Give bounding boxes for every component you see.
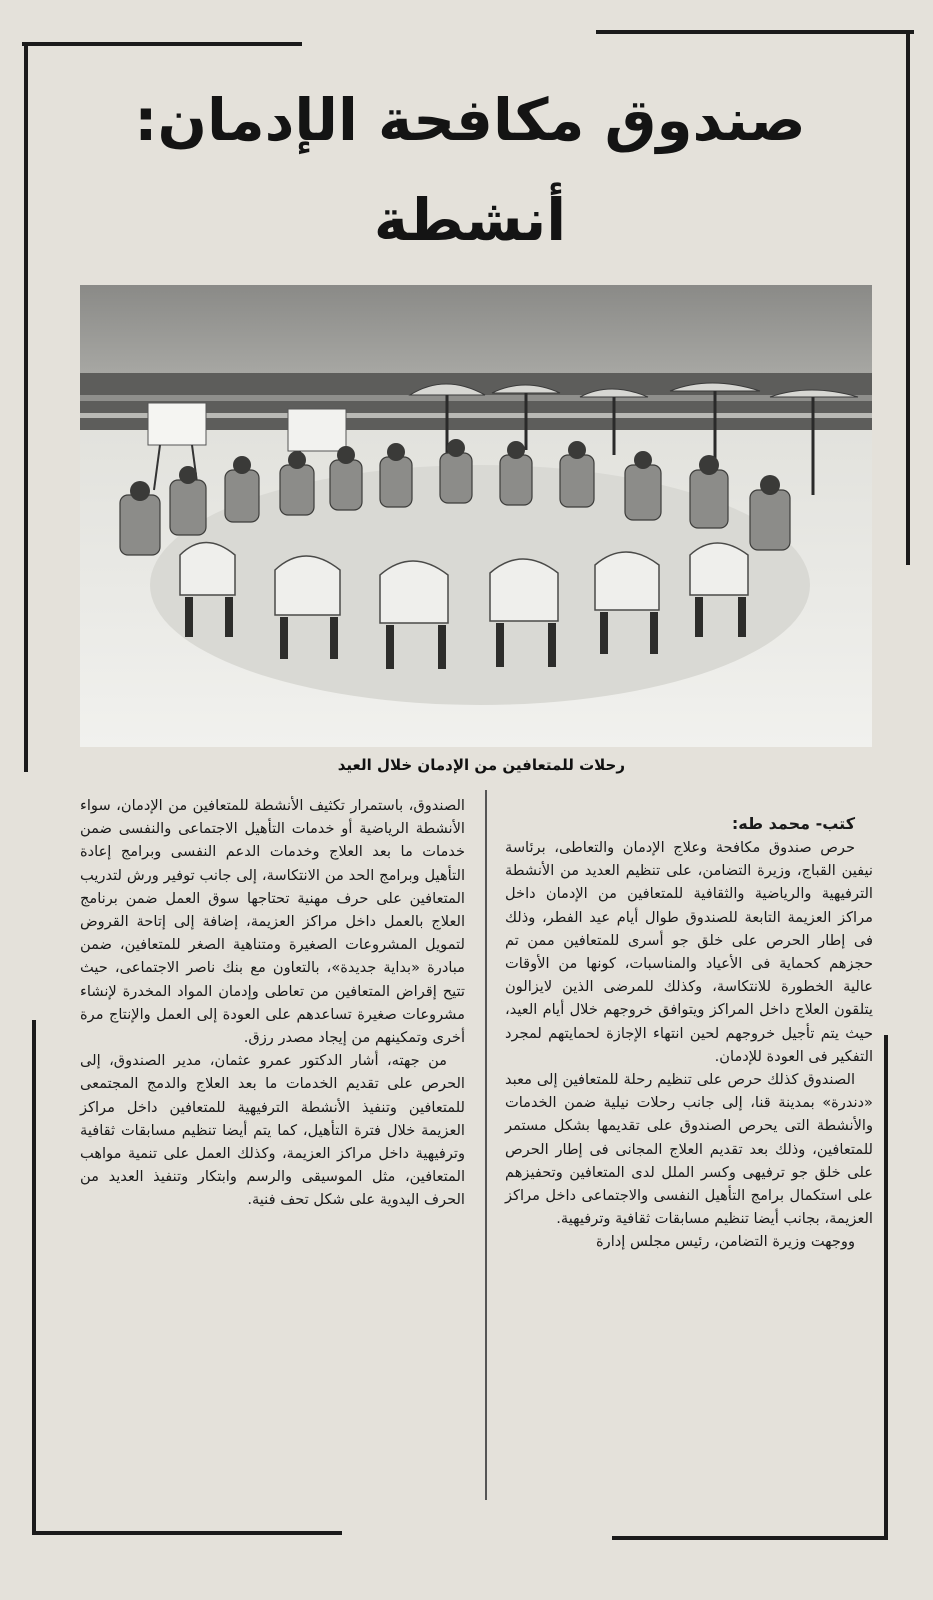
frame-bottom-right-rule — [612, 1536, 888, 1540]
paragraph-2: الصندوق كذلك حرص على تنظيم رحلة للمتعافين إلى معبد «دندرة» بمدينة قنا، إلى جانب رحلات نيلية ضمن الخدمات والأنشطة التى يحرص الصندوق على تقديمها بشكل مستمر للمتعافين، وذلك بعد تقديم العلاج المجانى فى إطار الحرص على خلق جو ترفيهى وكسر الملل لدى المتعافين وتحفيزهم على استكمال برامج التأهيل النفسى والاجتماعى داخل مراكز العزيمة، بجانب أيضا تنظيم مسابقات ثقافية وترفيهية. — [505, 1071, 873, 1228]
byline: كتب- محمد طه: — [731, 814, 855, 833]
frame-bottom-left-rule — [32, 1531, 342, 1535]
article-column-left — [80, 794, 465, 1212]
paragraph-4: الصندوق، باستمرار تكثيف الأنشطة للمتعافين من الإدمان، سواء الأنشطة الرياضية أو خدمات التأهيل الاجتماعى والنفسى ضمن خدمات ما بعد العلاج وخدمات الدعم النفسى وبرامج إعادة التأهيل وبرامج الحد من الانتكاسة، إلى جانب توفير ورش لتدريب المتعافين على حرف مهنية تحتاجها سوق العمل ضمن برنامج العلاج بالعمل داخل مراكز العزيمة، إضافة إلى إتاحة القروض لتمويل المشروعات الصغيرة ومتناهية الصغر للمتعافين، ضمن مبادرة «بداية جديدة»، بالتعاون مع بنك ناصر الاجتماعى، حيث تتيح إقراض المتعافين من تعاطى وإدمان المواد المخدرة لإنشاء مشروعات صغيرة تساعدهم على العودة إلى العمل والإنتاج مرة أخرى وتمكينهم من إيجاد مصدر رزق. — [80, 797, 465, 1047]
beach-photo-illustration — [80, 285, 872, 747]
frame-right-lower-rule — [884, 1035, 888, 1540]
beach-photo — [80, 285, 872, 747]
column-divider — [485, 790, 487, 1500]
paragraph-1: حرص صندوق مكافحة وعلاج الإدمان والتعاطى، برئاسة نيفين القباج، وزيرة التضامن، على تنظيم العديد من الأنشطة الترفيهية والرياضية والثقافية للمتعافين من الإدمان داخل مراكز العزيمة التابعة للصندوق طوال أيام عيد الفطر، وذلك فى إطار الحرص على خلق جو أسرى للمتعافين ممن تم حجزهم كحماية فى الأعياد والمناسبات، كونها من الأوقات عالية الخطورة للانتكاسة، وكذلك للمرضى الذين لايزالون يتلقون العلاج داخل المراكز ويتوافق خروجهم خلال أيام العيد، حيث يتم تأجيل خروجهم لحين انتهاء الإجازة لحمايتهم لمجرد التفكير فى العودة للإدمان. — [505, 839, 873, 1065]
photo-caption: رحلات للمتعافين من الإدمان خلال العيد — [337, 756, 625, 774]
paragraph-5: من جهته، أشار الدكتور عمرو عثمان، مدير الصندوق، إلى الحرص على تقديم الخدمات ما بعد العلاج والدمج المجتمعى للمتعافين وتنفيذ الأنشطة الترفيهية للمتعافين داخل مراكز العزيمة خلال فترة التأهيل، كما يتم أيضا تنظيم مسابقات ثقافية وترفيهية داخل مراكز العزيمة، وكذلك العمل على تنمية مواهب المتعافين، مثل الموسيقى والرسم وابتكار وتنفيذ العديد من الحرف اليدوية على شكل تحف فنية. — [80, 1052, 465, 1209]
paragraph-3: ووجهت وزيرة التضامن، رئيس مجلس إدارة — [596, 1233, 855, 1251]
frame-left-lower-rule — [32, 1020, 36, 1535]
frame-top-right-rule — [596, 30, 914, 34]
frame-top-left-rule — [22, 42, 302, 46]
headline-line-1: صندوق مكافحة الإدمان: أنشطة — [134, 86, 806, 254]
frame-left-rule — [24, 42, 28, 772]
frame-right-rule — [906, 30, 910, 565]
sky — [80, 285, 872, 380]
article-column-right — [505, 812, 873, 1254]
